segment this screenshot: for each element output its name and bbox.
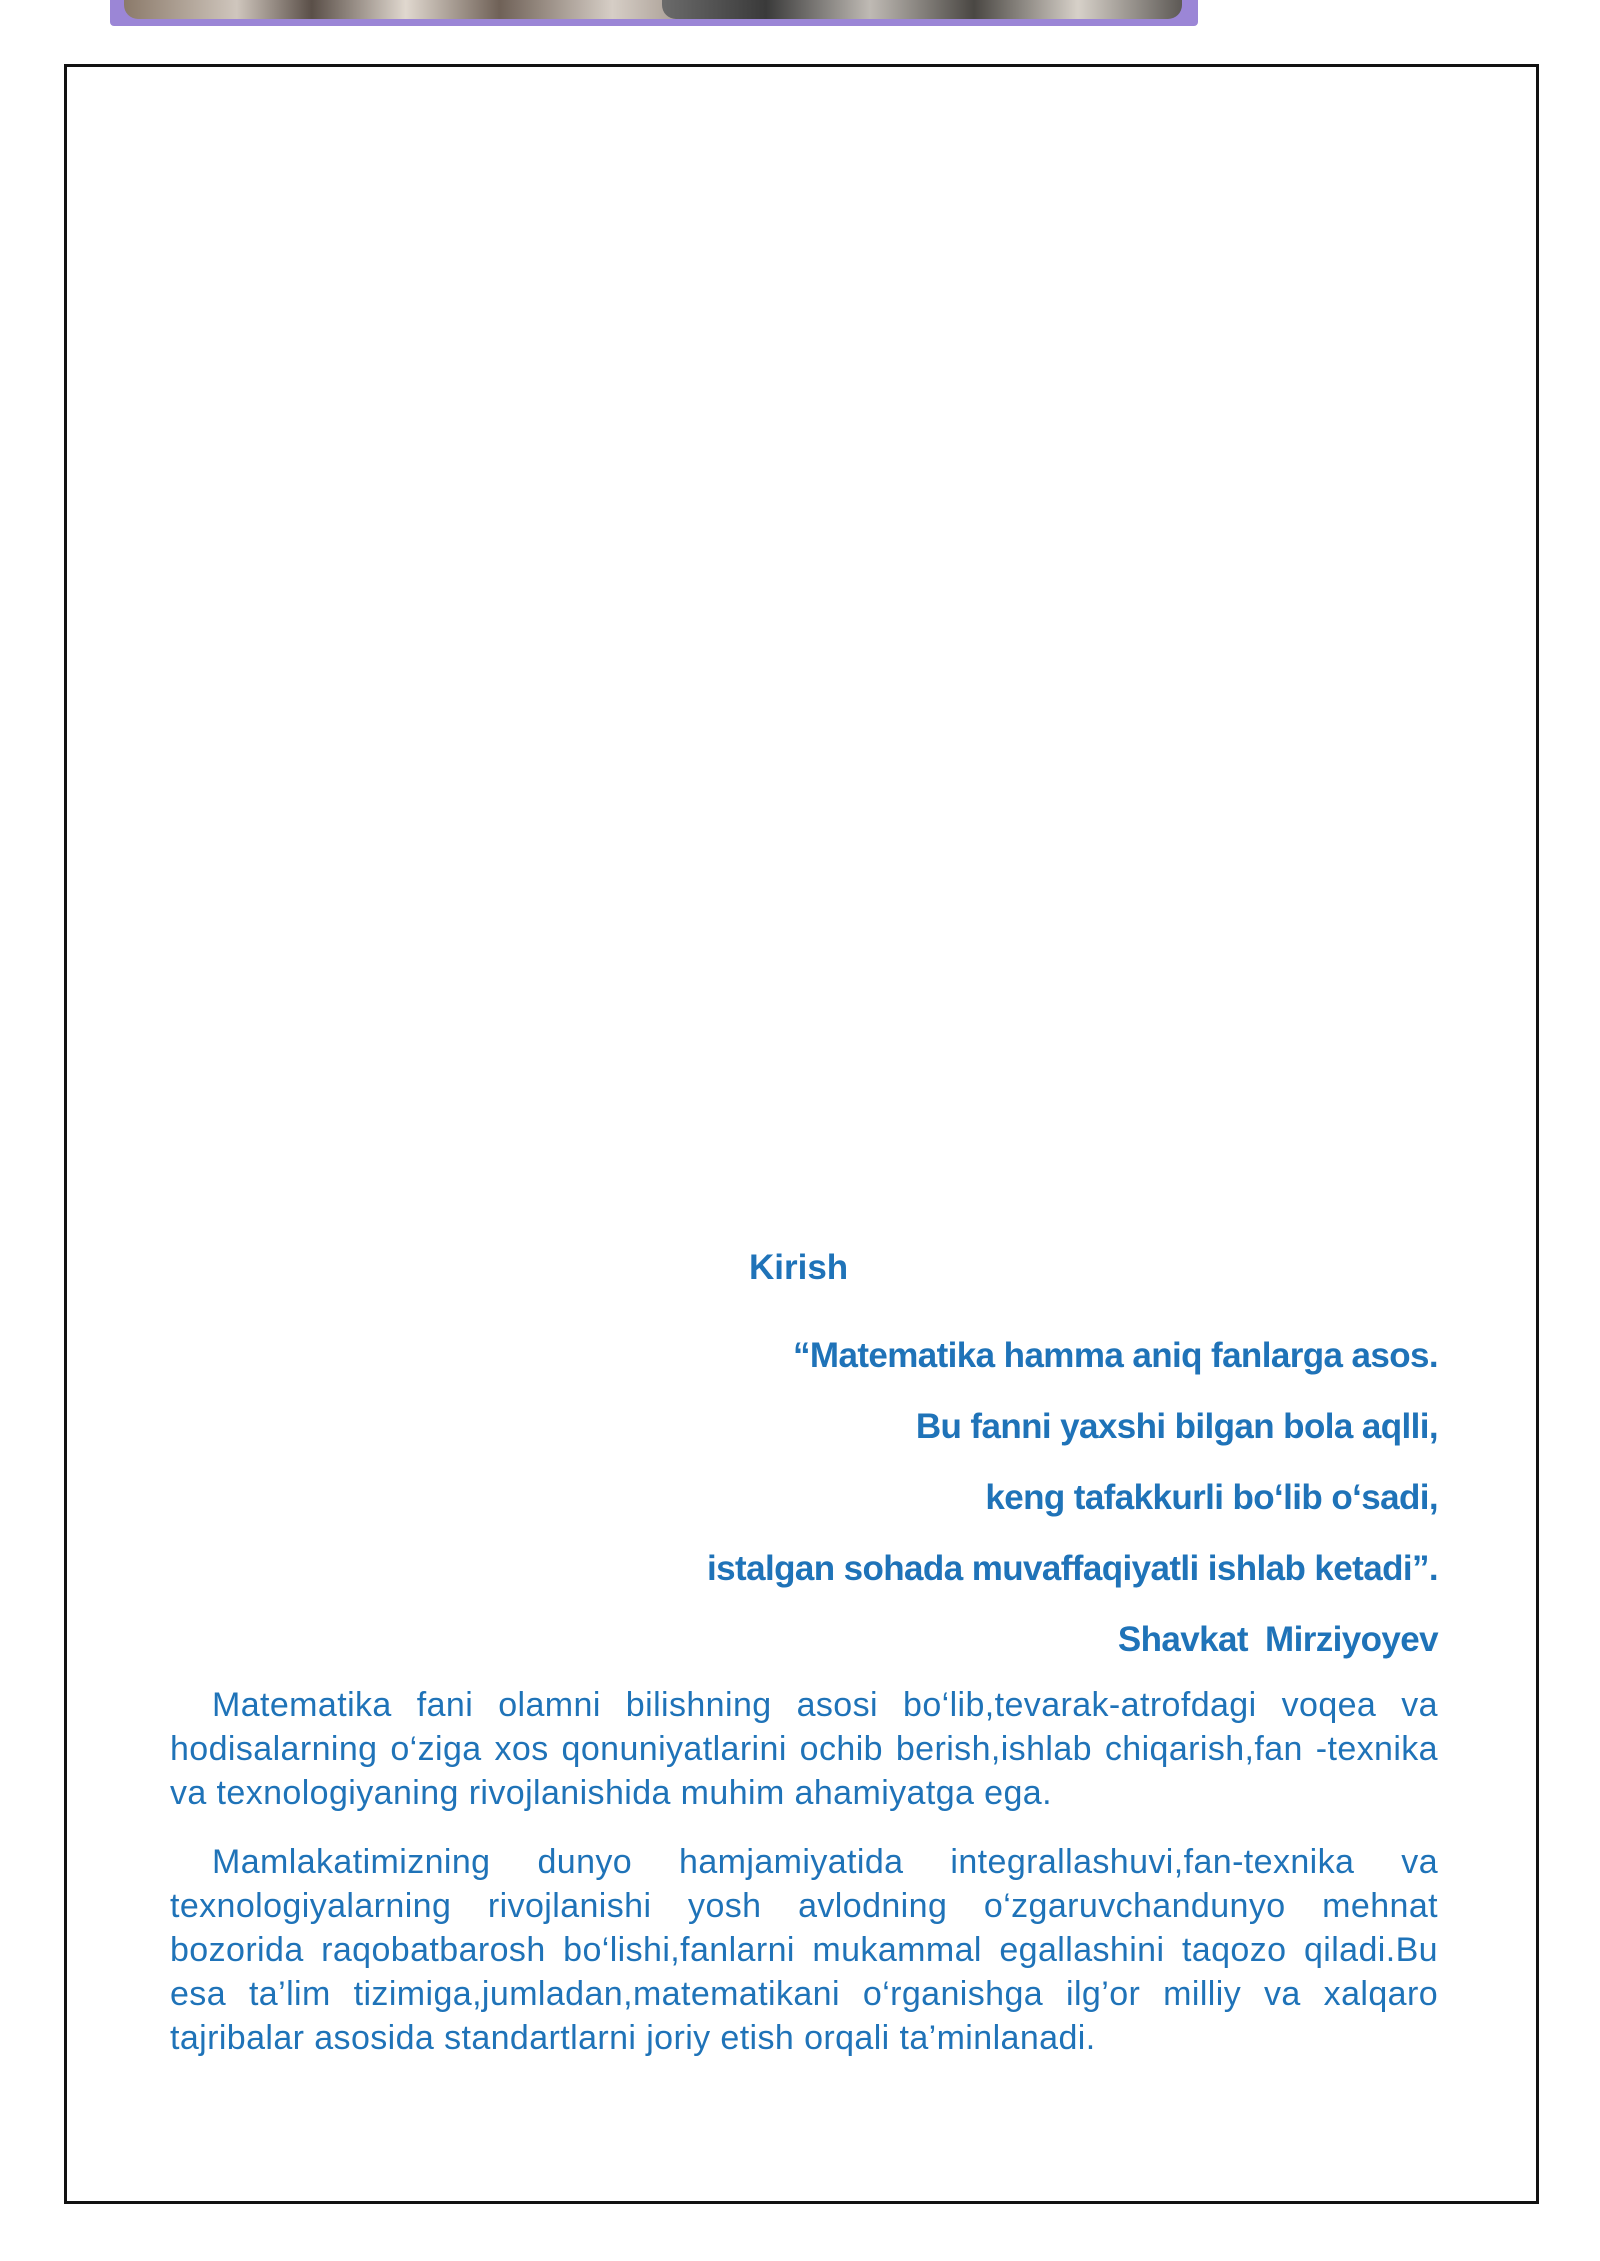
- quote-author: Shavkat Mirziyoyev: [1117, 1620, 1438, 1659]
- body-paragraph: Matematika fani olamni bilishning asosi bo‘lib,tevarak-atrofdagi voqea va hodisalarning o‘ziga xos qonuniyatlarini ochib berish,ishlab chiqarish,fan -texnika va texnologiyaning rivojlanishida muhim ahamiyatga ega.: [170, 1686, 1438, 1812]
- photo-strip: [110, 0, 1198, 26]
- classroom-photo-right: [662, 0, 1182, 19]
- quote-line: keng tafakkurli bo‘lib o‘sadi,: [985, 1478, 1438, 1517]
- quote-line: “Matematika hamma aniq fanlarga asos.: [793, 1336, 1438, 1375]
- section-heading: Kirish: [749, 1248, 849, 1287]
- epigraph-quote: [707, 1320, 1438, 1675]
- classroom-photo-left: [124, 0, 750, 19]
- body-paragraph: Mamlakatimizning dunyo hamjamiyatida integrallashuvi,fan-texnika va texnologiyalarning rivojlanishi yosh avlodning o‘zgaruvchandunyo mehnat bozorida raqobatbarosh bo‘lishi,fanlarni mukammal egallashini taqozo qiladi.Bu esa ta’lim tizimiga,jumladan,matematikani o‘rganishga ilg’or milliy va xalqaro tajribalar asosida standartlarni joriy etish orqali ta’minlanadi.: [170, 1843, 1438, 2057]
- quote-line: Bu fanni yaxshi bilgan bola aqlli,: [915, 1407, 1438, 1446]
- quote-line: istalgan sohada muvaffaqiyatli ishlab ketadi”.: [707, 1549, 1438, 1588]
